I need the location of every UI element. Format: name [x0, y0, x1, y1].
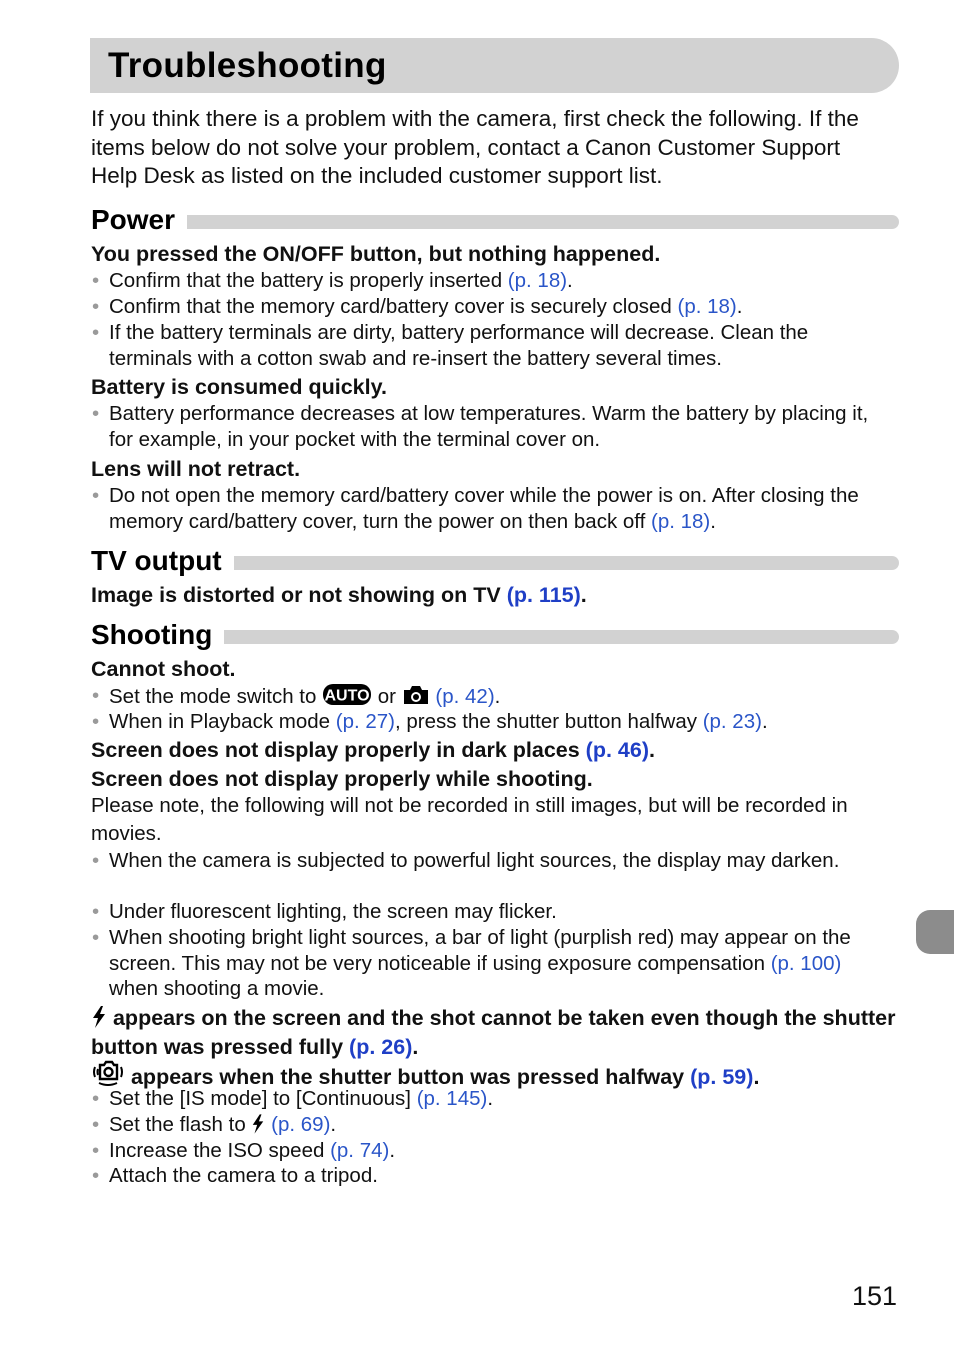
- page-link[interactable]: (p. 69): [271, 1113, 331, 1136]
- question-shooting-1: Cannot shoot.: [91, 657, 236, 681]
- list-item: • When in Playback mode (p. 27), press the shutter button halfway (p. 23).: [91, 709, 896, 735]
- note-text: Please note, the following will not be recorded in still images, but will be recorded in movies.: [91, 794, 848, 845]
- chapter-tab: [916, 910, 954, 954]
- page-link[interactable]: (p. 27): [335, 710, 396, 733]
- question-shooting-5: appears when the shutter button was pressed halfway (p. 59).: [91, 1059, 911, 1093]
- page-link[interactable]: (p. 42): [435, 685, 495, 708]
- page-number: 151: [852, 1281, 898, 1311]
- page-link[interactable]: (p. 23): [702, 710, 762, 733]
- section-rule: [187, 215, 899, 229]
- list-item: • Confirm that the memory card/battery cover is securely closed (p. 18).: [91, 294, 896, 320]
- question-power-3: Lens will not retract.: [91, 457, 301, 481]
- page-link[interactable]: (p. 26): [349, 1035, 413, 1059]
- page-link[interactable]: (p. 59): [690, 1065, 754, 1089]
- question-shooting-2: Screen does not display properly in dark places (p. 46).: [91, 738, 655, 762]
- question-power-2: Battery is consumed quickly.: [91, 375, 387, 399]
- question-power-1: You pressed the ON/OFF button, but nothing happened.: [91, 242, 661, 266]
- section-rule: [234, 556, 899, 570]
- svg-text:AUTO: AUTO: [324, 687, 370, 705]
- section-shooting: [91, 620, 899, 650]
- page-link[interactable]: (p. 115): [506, 583, 581, 607]
- list-item: • Set the mode switch to AUTO or (p. 42).: [91, 683, 896, 713]
- section-heading-tv-output: TV output: [91, 545, 222, 576]
- intro-text: If you think there is a problem with the camera, first check the following. If the items below do not solve your problem, contact a Canon Customer Support Help Desk as listed on the included customer support list.: [91, 106, 859, 189]
- title-bar: [90, 38, 899, 93]
- list-item: • Set the flash to (p. 69).: [91, 1112, 896, 1141]
- page-link[interactable]: (p. 100): [770, 951, 842, 975]
- list-item: • Set the [IS mode] to [Continuous] (p. 145).: [91, 1086, 896, 1112]
- list-item: • Battery performance decreases at low temperatures. Warm the battery by placing it, for example, in your pocket with the terminal cover on.: [91, 401, 896, 452]
- list-item: • When shooting bright light sources, a bar of light (purplish red) may appear on the screen. This may not be very noticeable if using exposure compensation (p. 100) when shooting a movie.: [91, 925, 896, 1002]
- list-item: • Attach the camera to a tripod.: [91, 1163, 896, 1189]
- question-shooting-3: Screen does not display properly while shooting.: [91, 767, 593, 791]
- page-link[interactable]: (p. 18): [507, 269, 568, 292]
- list-item: • Increase the ISO speed (p. 74).: [91, 1138, 896, 1164]
- section-tv-output: [91, 546, 899, 576]
- section-heading-shooting: Shooting: [91, 619, 213, 650]
- section-rule: [224, 630, 899, 644]
- list-item: • Confirm that the battery is properly inserted (p. 18).: [91, 268, 896, 294]
- list-item: • If the battery terminals are dirty, battery performance will decrease. Clean the terminals with a cotton swab and re-insert the battery several times.: [91, 320, 896, 371]
- question-shooting-4: appears on the screen and the shot cannot be taken even though the shutter button was pressed fully (p. 26).: [91, 1006, 896, 1059]
- question-tv-1: Image is distorted or not showing on TV (p. 115).: [91, 583, 587, 607]
- page-link[interactable]: (p. 18): [651, 509, 711, 533]
- page-title: Troubleshooting: [108, 46, 387, 85]
- section-heading-power: Power: [91, 204, 176, 235]
- flash-icon: [91, 1006, 107, 1034]
- page-link[interactable]: (p. 46): [585, 738, 649, 762]
- page-link[interactable]: (p. 145): [416, 1087, 488, 1110]
- list-item: • Do not open the memory card/battery cover while the power is on. After closing the memory card/battery cover, turn the power on then back off (p. 18).: [91, 483, 896, 534]
- page-link[interactable]: (p. 74): [330, 1139, 390, 1162]
- flash-icon: [251, 1114, 265, 1141]
- page-link[interactable]: (p. 18): [677, 295, 737, 318]
- list-item: • When the camera is subjected to powerful light sources, the display may darken.: [91, 848, 896, 874]
- list-item: • Under fluorescent lighting, the screen may flicker.: [91, 899, 896, 925]
- section-power: [91, 205, 899, 235]
